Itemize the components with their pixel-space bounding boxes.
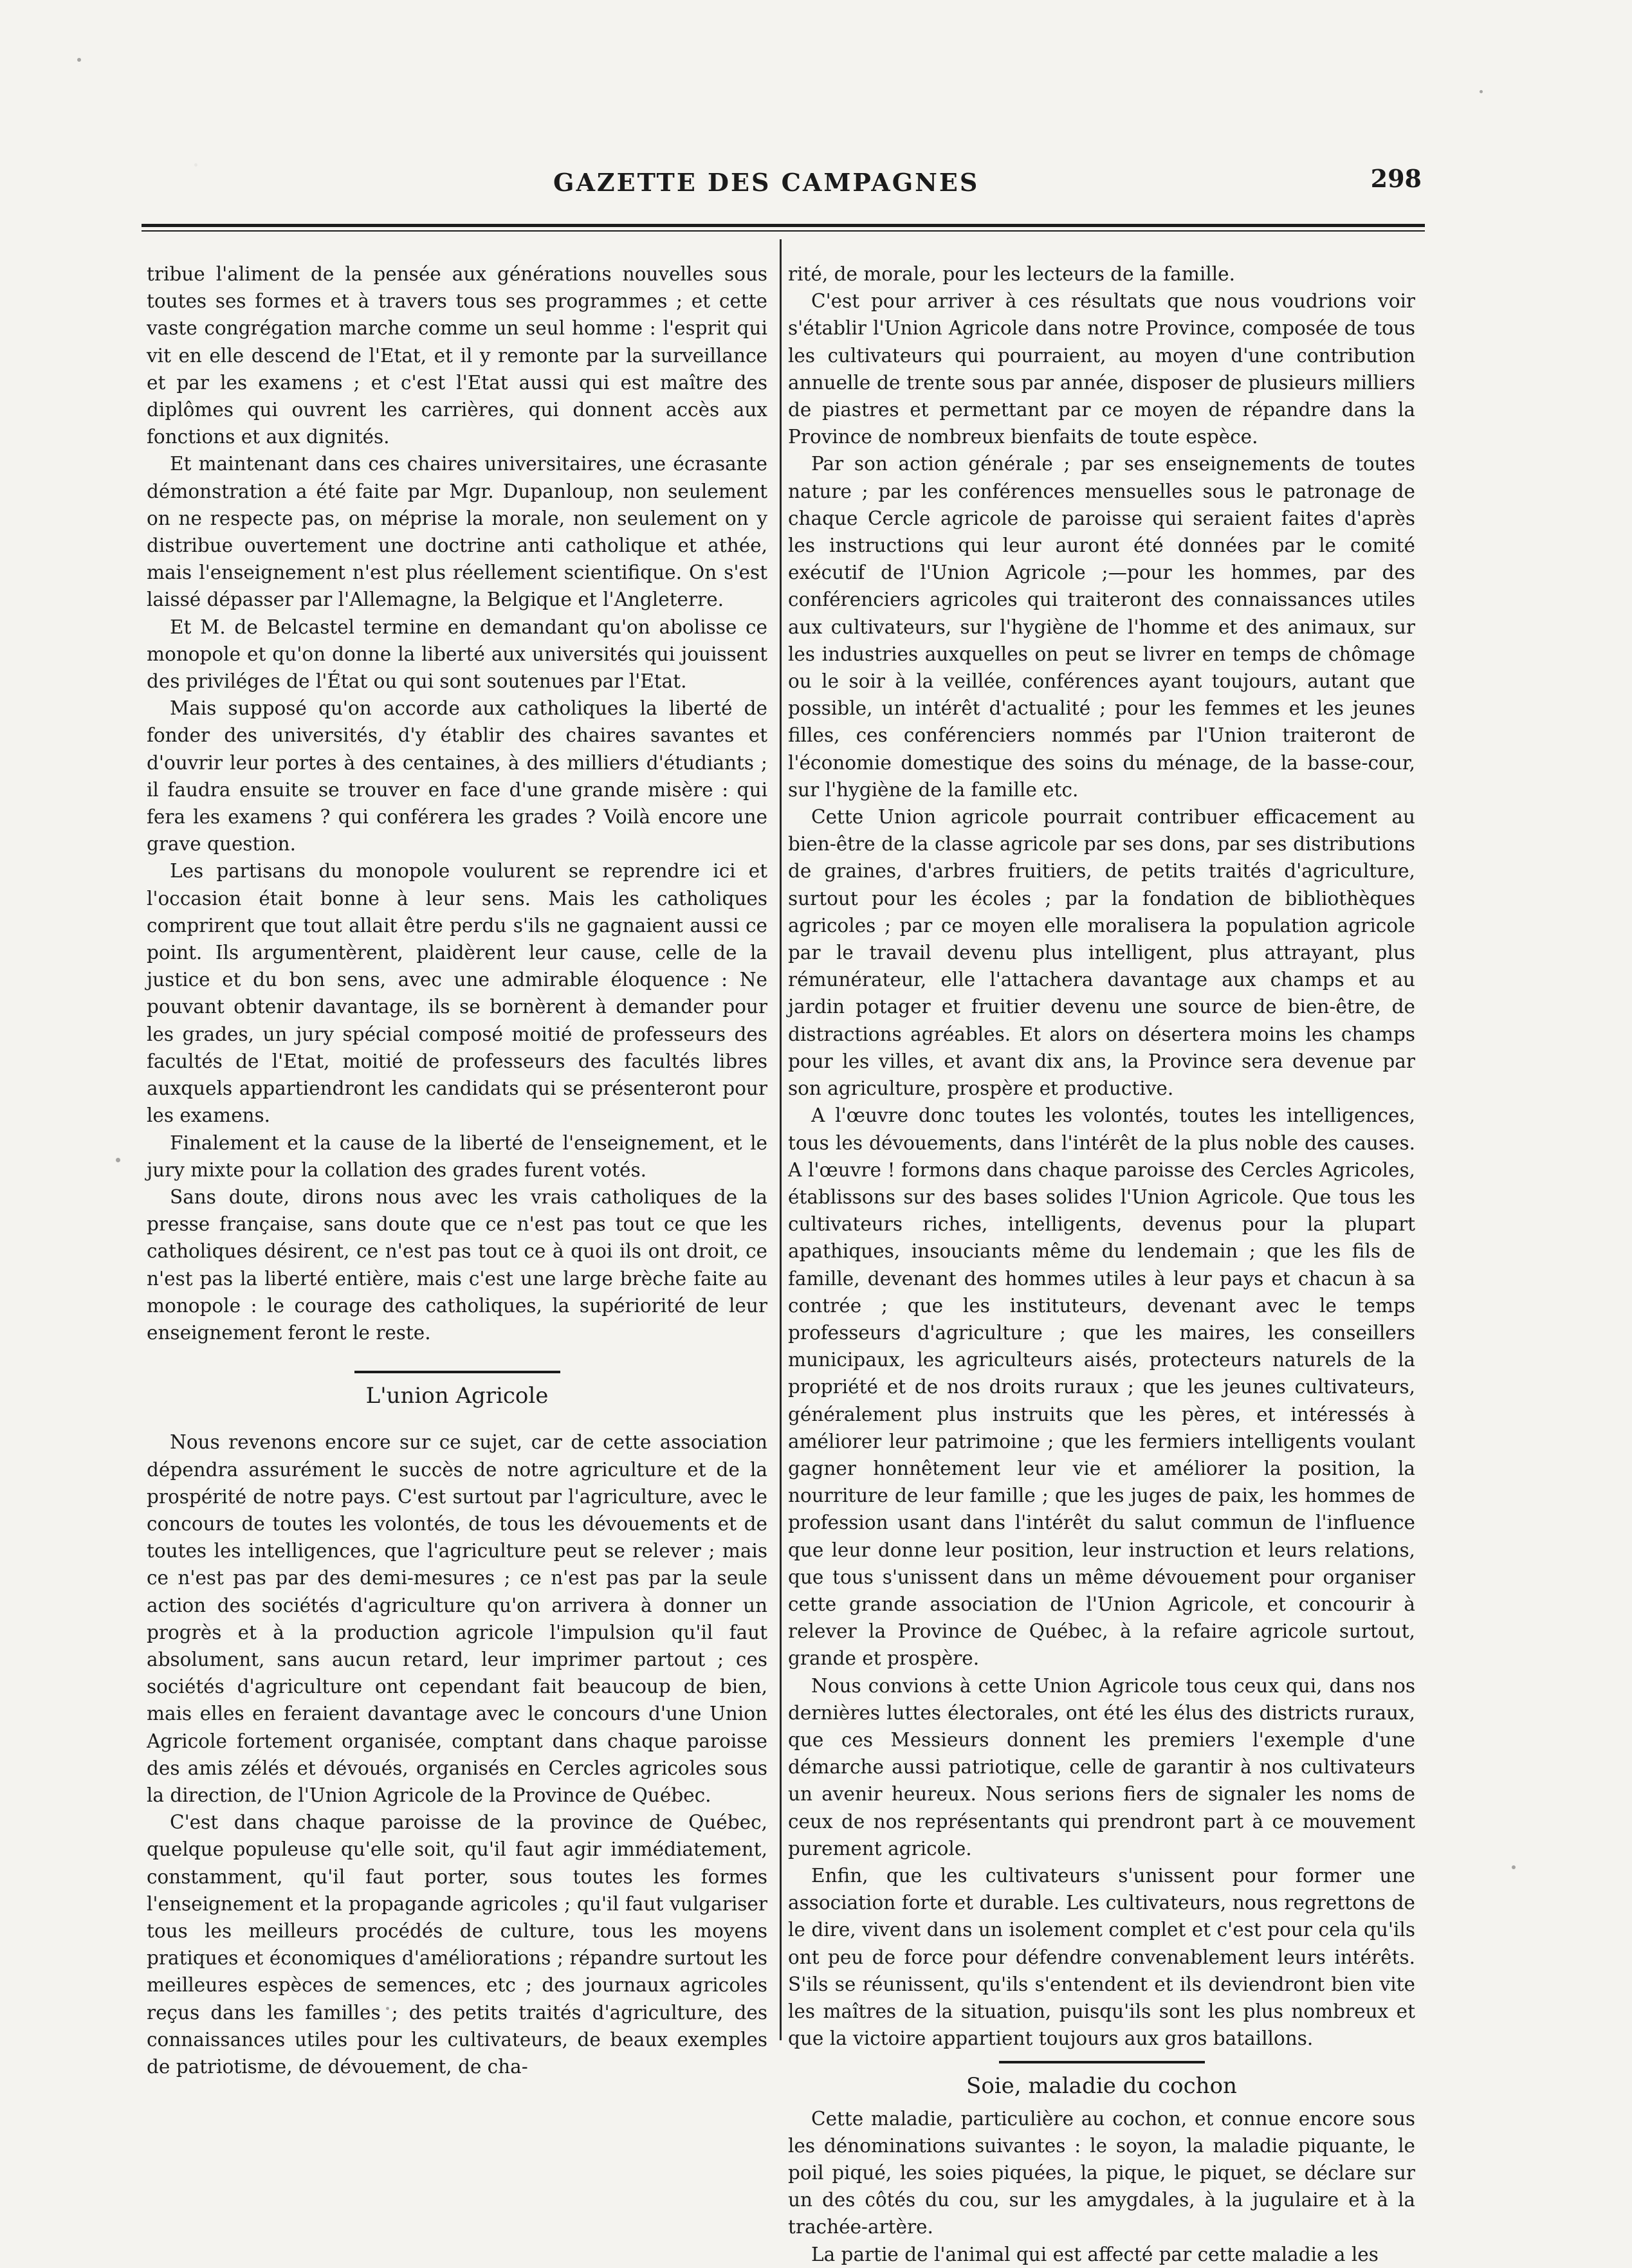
article-paragraph: Finalement et la cause de la liberté de l'enseignement, et le jury mixte pour la collation des grades furent votés. [147, 1131, 767, 1181]
header-rule [142, 224, 1425, 227]
article-paragraph: Cette Union agricole pourrait contribuer efficacement au bien-être de la classe agricole par ses dons, par ses distributions de graines, d'arbres fruitiers, de petits traités d'agriculture, surtout pour les écoles ; par la fondation de bibliothèques agricoles ; par ce moyen elle moralisera la population agricole par le travail devenu plus intelligent, plus attrayant, plus rémunérateur, elle l'attachera davantage aux champs et au jardin potager et fruitier devenu une source de bien-être, de distractions agréables. Et alors on désertera moins les champs pour les villes, et avant dix ans, la Province sera devenue par son agriculture, prospère et productive. [788, 806, 1415, 1100]
article-paragraph: Les partisans du monopole voulurent se reprendre ici et l'occasion était bonne à leur sens. Mais les catholiques comprirent que tout allait être perdu s'ils ne gagnaient aussi ce point. Ils argumentèrent, plaidèrent leur cause, celle de la justice et du bon sens, avec une admirable éloquence : Ne pouvant obtenir davantage, ils se bornèrent à demander pour les grades, un jury spécial composé moitié de professeurs des facultés de l'Etat, moitié de professeurs des facultés libres auxquels appartiendront les candidats qui se présenteront pour les examens. [147, 860, 767, 1127]
article-paragraph: C'est pour arriver à ces résultats que nous voudrions voir s'établir l'Union Agricole dans notre Province, composée de tous les cultivateurs qui pourraient, au moyen d'une contribution annuelle de trente sous par année, disposer de plusieurs milliers de piastres et permettant par ce moyen de répandre dans la Province de nombreux bienfaits de toute espèce. [788, 290, 1415, 448]
heading-rule [354, 1371, 560, 1373]
scan-speck [1480, 90, 1483, 93]
scan-speck [77, 58, 81, 62]
article-paragraph: Cette maladie, particulière au cochon, et connue encore sous les dénominations suivantes : le soyon, la maladie piquante, le poil piqué, les soies piquées, la pique, le piquet, se déclare sur un des côtés du cou, sur les amygdales, à la jugulaire et à la trachée-artère. [788, 2107, 1415, 2238]
article-paragraph: Nous convions à cette Union Agricole tous ceux qui, dans nos dernières luttes électorales, ont été les élus des districts ruraux, que ces Messieurs donnent les premiers l'exemple d'une démarche aussi patriotique, celle de garantir à nos cultivateurs un avenir heureux. Nous serions fiers de signaler les noms de ceux de nos représentants qui prendront part à ce mouvement purement agricole. [788, 1674, 1415, 1860]
article-paragraph: Mais supposé qu'on accorde aux catholiques la liberté de fonder des universités, d'y établir des chaires savantes et d'ouvrir leur portes à des centaines, à des milliers d'étudiants ; il faudra ensuite se trouver en face d'une grande misère : qui fera les examens ? qui conférera les grades ? Voilà encore une grave question. [147, 697, 767, 855]
column-separator [780, 239, 782, 2040]
left-column [147, 261, 767, 2080]
section-heading [788, 2061, 1415, 2099]
heading-rule [999, 2061, 1205, 2063]
article-paragraph: Et maintenant dans ces chaires universitaires, une écrasante démonstration a été faite par Mgr. Dupanloup, non seulement on ne respecte pas, on méprise la morale, non seulement on y distribue ouvertement une doctrine anti catholique et athée, mais l'enseignement n'est plus réellement scientifique. On s'est laissé dépasser par l'Allemagne, la Belgique et l'Angleterre. [147, 453, 767, 611]
article-paragraph: Nous revenons encore sur ce sujet, car de cette association dépendra assurément le succès de notre agriculture et de la prospérité de notre pays. C'est surtout par l'agriculture, avec le concours de toutes les volontés, de tous les dévouements et de toutes les intelligences, que l'agriculture peut se relever ; mais ce n'est pas par des demi-mesures ; ce n'est pas par la seule action des sociétés d'agriculture qu'on arrivera à donner un progrès et à la production agricole l'impulsion qu'il faut absolument, sans aucun retard, leur imprimer partout ; ces sociétés d'agriculture ont cependant fait beaucoup de bien, mais elles en feraient davantage avec le concours d'une Union Agricole fortement organisée, comptant dans chaque paroisse des amis zélés et dévoués, organisés en Cercles agricoles sous la direction, de l'Union Agricole de la Province de Québec. [147, 1431, 767, 1806]
article-paragraph: C'est dans chaque paroisse de la province de Québec, quelque populeuse qu'elle soit, qu'il faut agir immédiatement, constamment, qu'il faut porter, sous toutes les formes l'enseignement et la propagande agricoles ; qu'il faut vulgariser tous les meilleurs procédés de culture, tous les moyens pratiques et économiques d'améliorations ; répandre surtout les meilleures espèces de semences, etc ; des journaux agricoles reçus dans les familles ; des petits traités d'agriculture, des connaissances utiles pour les cultivateurs, de beaux exemples de patriotisme, de dévouement, de cha- [147, 1811, 767, 2078]
scan-speck [1512, 1865, 1516, 1869]
section-heading-text: L'union Agricole [365, 1383, 549, 1409]
scan-speck [386, 2007, 389, 2010]
section-heading-text: Soie, maladie du cochon [966, 2073, 1237, 2099]
page-number: 298 [1370, 164, 1422, 193]
article-paragraph: La partie de l'animal qui est affecté par cette maladie a les [811, 2243, 1379, 2265]
header-rule-thin [142, 230, 1425, 232]
page-header [142, 164, 1422, 203]
masthead-title: GAZETTE DES CAMPAGNES [553, 168, 980, 197]
article-paragraph: A l'œuvre donc toutes les volontés, toutes les intelligences, tous les dévouements, dans l'intérêt de la plus noble des causes. A l'œuvre ! formons dans chaque paroisse des Cercles Agricoles, établissons sur des bases solides l'Union Agricole. Que tous les cultivateurs riches, intelligents, devenus pour la plupart apathiques, insouciants même du lendemain ; que les fils de famille, devenant des hommes utiles à leur pays et chacun à sa contrée ; que les instituteurs, devenant avec le temps professeurs d'agriculture ; que les maires, les conseillers municipaux, les agriculteurs aisés, protecteurs naturels de la propriété et de nos droits ruraux ; que les jeunes cultivateurs, généralement plus instruits que les pères, et intéressés à améliorer leur patrimoine ; que les fermiers intelligents voulant gagner honnêtement leur vie et améliorer la position, la nourriture de leur famille ; que les juges de paix, les hommes de profession usant dans l'intérêt du salut commun de l'influence que leur donne leur position, leur instruction et leurs relations, que tous s'unissent dans un même dévouement pour organiser cette grande association de l'Union Agricole, et concourir à relever la Province de Québec, à la refaire agricole surtout, grande et prospère. [788, 1104, 1415, 1670]
article-paragraph: Par son action générale ; par ses enseignements de toutes nature ; par les conférences mensuelles sous le patronage de chaque Cercle agricole de paroisse qui seraient faites d'après les instructions qui leur auront été données par le comité exécutif de l'Union Agricole ;—pour les hommes, par des conférenciers agricoles qui traiteront des connaissances utiles aux cultivateurs, sur l'hygiène de l'homme et des animaux, sur les industries auxquelles on peut se livrer en temps de chômage ou le soir à la veillée, conférences ayant toujours, autant que possible, un intérêt d'actualité ; pour les femmes et les jeunes filles, ces conférenciers nommés par l'Union traiteront de l'économie domestique des soins du ménage, de la basse-cour, sur l'hygiène de la famille etc. [788, 453, 1415, 801]
section-heading [147, 1371, 767, 1409]
article-paragraph: Sans doute, dirons nous avec les vrais catholiques de la presse française, sans doute que ce n'est pas tout ce que les catholiques désirent, ce n'est pas tout ce à quoi ils ont droit, ce n'est pas la liberté entière, mais c'est une large brèche faite au monopole : le courage des catholiques, la supériorité de leur enseignement feront le reste. [147, 1185, 767, 1344]
article-paragraph: Enfin, que les cultivateurs s'unissent pour former une association forte et durable. Les cultivateurs, nous regrettons de le dire, vivent dans un isolement complet et c'est pour cela qu'ils ont peu de force pour défendre convenablement leurs intérêts. S'ils se réunissent, qu'ils s'entendent et ils deviendront bien vite les maîtres de la situation, puisqu'ils sont les plus nombreux et que la victoire appartient toujours aux gros bataillons. [788, 1864, 1415, 2050]
article-paragraph: tribue l'aliment de la pensée aux générations nouvelles sous toutes ses formes et à travers tous ses programmes ; et cette vaste congrégation marche comme un seul homme : l'esprit qui vit en elle descend de l'Etat, et il y remonte par la surveillance et par les examens ; et c'est l'Etat aussi qui est maître des diplômes qui ouvrent les carrières, qui donnent accès aux fonctions et aux dignités. [147, 263, 767, 448]
article-paragraph: Et M. de Belcastel termine en demandant qu'on abolisse ce monopole et qu'on donne la liberté aux universités qui jouissent des priviléges de l'État ou qui sont soutenues par l'Etat. [147, 616, 767, 693]
scan-speck [116, 1158, 120, 1162]
article-paragraph: rité, de morale, pour les lecteurs de la famille. [788, 263, 1236, 285]
right-column [788, 261, 1415, 2268]
